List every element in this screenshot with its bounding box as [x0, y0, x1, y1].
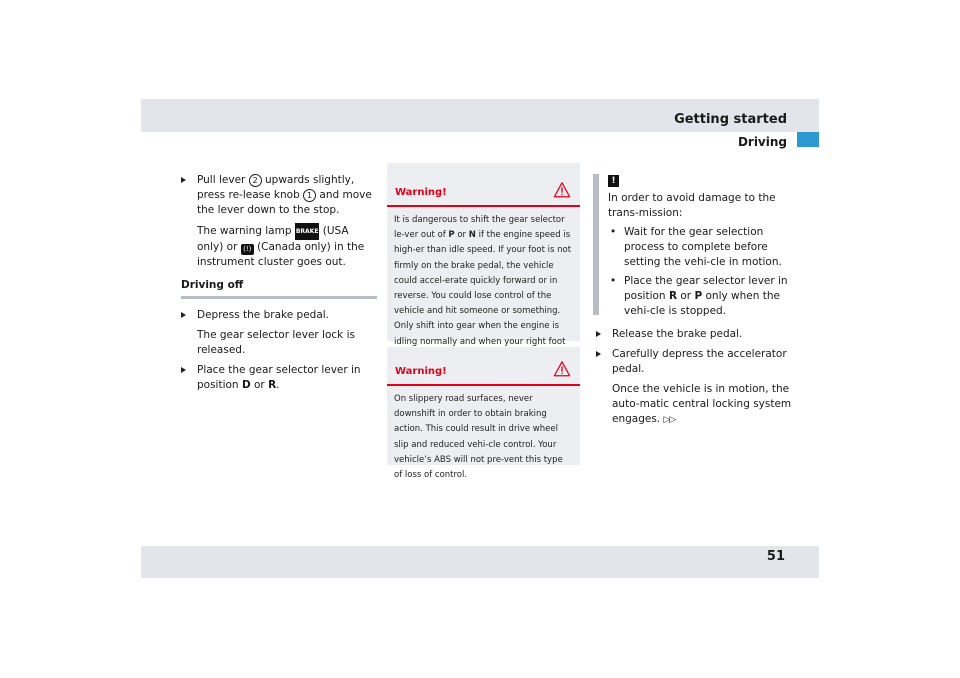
warning-triangle-icon — [553, 360, 571, 378]
warning-box-slippery — [387, 347, 580, 481]
step-arrow-icon — [181, 312, 186, 318]
warning-text: It is dangerous to shift the gear selector le-ver out of P or N if the engine speed is high-er than idle speed. If your foot is not firmly on the brake pedal, the vehicle could accel-erate quickly forward or in reverse. You could lose control of the vehicle and hit someone or something. Only shift into gear when the engine is idling normally and when your right foot — [394, 215, 572, 347]
page-number: 51 — [766, 549, 785, 564]
chapter-title: Getting started — [674, 112, 787, 127]
lamp-note: The warning lamp BRAKE (USA only) or (!) (Canada only) in the instrument cluster goes out. — [197, 225, 365, 268]
warning-title: Warning! — [387, 347, 580, 386]
brake-warning-lamp-icon: (!) — [241, 244, 254, 255]
right-column — [596, 327, 801, 433]
step-release-brake: Release the brake pedal. — [596, 327, 801, 342]
callout-2: 2 — [249, 174, 262, 187]
step-arrow-icon — [596, 351, 601, 357]
step-pull-lever: Pull lever 2 upwards slightly, press re-lease knob 1 and move the lever down to the stop. — [181, 173, 377, 218]
step-arrow-icon — [596, 331, 601, 337]
section-accent — [797, 132, 819, 147]
notice-exclamation-icon: ! — [608, 175, 619, 187]
callout-1: 1 — [303, 189, 316, 202]
subheading-rule — [181, 296, 377, 299]
warning-text: On slippery road surfaces, never downshift in order to obtain braking action. This could result in drive wheel slip and reduced vehi-cle control. Your vehicle’s ABS will not pre-vent this type of loss of control. — [394, 394, 563, 481]
continue-arrows-icon: ▷▷ — [663, 415, 676, 425]
step-depress-brake-result: The gear selector lever lock is released. — [197, 329, 355, 356]
warning-box-gear-shift — [387, 163, 580, 347]
notice-box — [608, 173, 798, 323]
step-depress-brake: Depress the brake pedal. — [181, 308, 377, 323]
step-arrow-icon — [181, 177, 186, 183]
step-place-lever: Place the gear selector lever in position D or R. — [181, 363, 377, 393]
notice-bullet: • Place the gear selector lever in position R or P only when the vehi-cle is stopped. — [610, 275, 788, 317]
brake-lamp-icon: BRAKE — [295, 223, 320, 240]
step-depress-accelerator: Carefully depress the accelerator pedal. — [596, 347, 801, 377]
subheading-driving-off: Driving off — [181, 279, 244, 291]
step-arrow-icon — [181, 367, 186, 373]
warning-triangle-icon — [553, 181, 571, 199]
notice-bullet: • Wait for the gear selection process to complete before setting the vehi-cle in motion. — [610, 226, 782, 268]
notice-bar — [593, 174, 599, 315]
step-depress-accelerator-result: Once the vehicle is in motion, the auto-matic central locking system engages. ▷▷ — [612, 383, 792, 425]
warning-title: Warning! — [387, 163, 580, 207]
left-column — [181, 173, 377, 398]
notice-intro: In order to avoid damage to the trans-mission: — [608, 192, 776, 219]
footer-band — [141, 546, 819, 578]
section-title: Driving — [737, 135, 787, 149]
